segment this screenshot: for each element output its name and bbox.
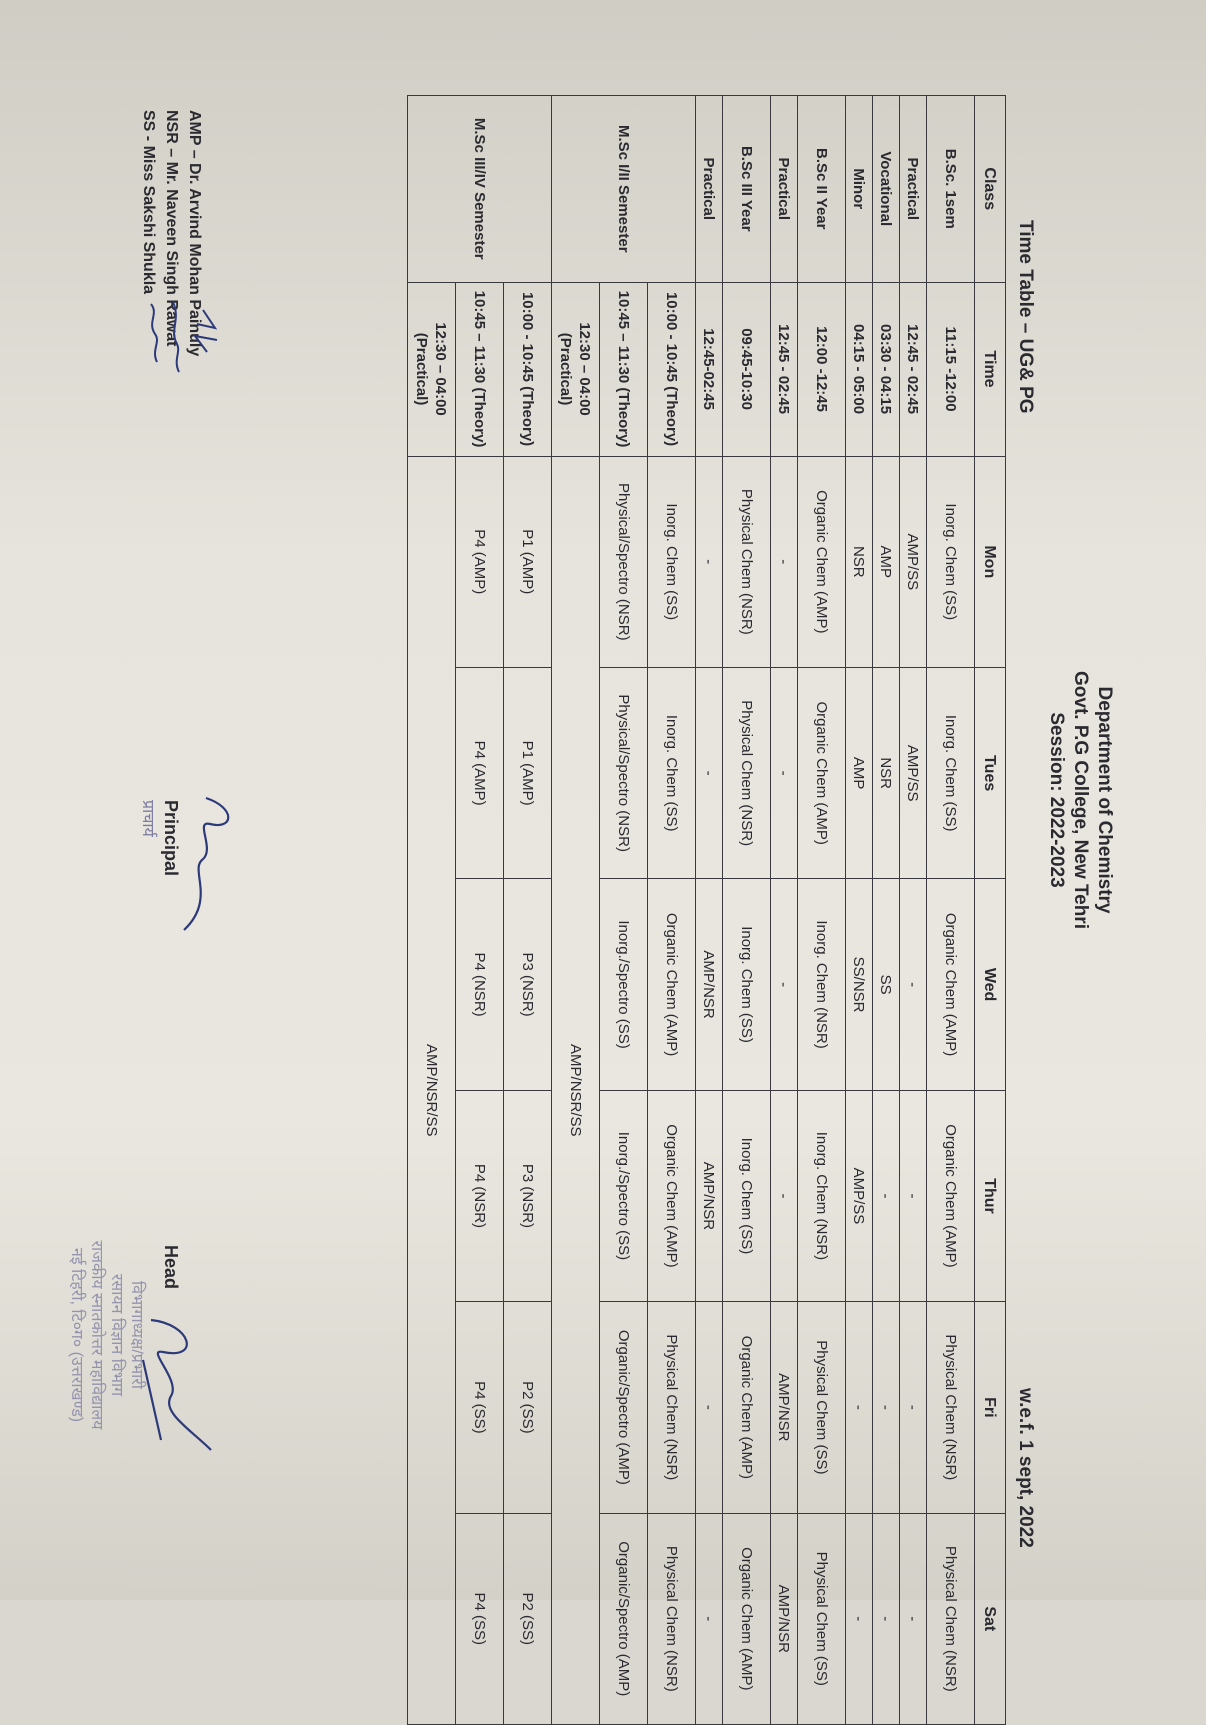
schedule-cell: - bbox=[873, 1302, 900, 1513]
table-row bbox=[873, 96, 900, 1725]
schedule-cell: Inorg. Chem (NSR) bbox=[798, 1090, 846, 1301]
column-header: Thur bbox=[975, 1090, 1006, 1301]
column-header: Wed bbox=[975, 879, 1006, 1090]
schedule-cell: P4 (SS) bbox=[456, 1513, 504, 1724]
schedule-cell: - bbox=[873, 1090, 900, 1301]
document-header bbox=[1044, 560, 1116, 1040]
class-cell: Vocational bbox=[873, 96, 900, 283]
schedule-cell: Physical Chem (NSR) bbox=[927, 1513, 975, 1724]
header-row bbox=[975, 96, 1006, 1725]
schedule-cell: NSR bbox=[846, 456, 873, 667]
schedule-cell: P1 (AMP) bbox=[504, 667, 552, 878]
schedule-cell: Physical Chem (NSR) bbox=[723, 456, 771, 667]
schedule-cell: - bbox=[873, 1513, 900, 1724]
schedule-cell: P4 (AMP) bbox=[456, 667, 504, 878]
schedule-cell: Physical/Spectro (NSR) bbox=[600, 667, 648, 878]
schedule-cell: Organic Chem (AMP) bbox=[798, 456, 846, 667]
schedule-cell: - bbox=[696, 456, 723, 667]
schedule-cell: SS bbox=[873, 879, 900, 1090]
class-cell: B.Sc. 1sem bbox=[927, 96, 975, 283]
column-header: Sat bbox=[975, 1513, 1006, 1724]
table-row bbox=[771, 96, 798, 1725]
effective-date: w.e.f. 1 sept, 2022 bbox=[1015, 1388, 1036, 1548]
time-cell: 10:45 – 11:30 (Theory) bbox=[600, 282, 648, 456]
schedule-cell: Inorg. Chem (SS) bbox=[648, 456, 696, 667]
column-header: Time bbox=[975, 282, 1006, 456]
schedule-cell: AMP/SS bbox=[900, 667, 927, 878]
schedule-cell: Physical Chem (NSR) bbox=[648, 1513, 696, 1724]
head-label: Head bbox=[161, 1245, 181, 1290]
table-row bbox=[600, 96, 648, 1725]
class-cell: Minor bbox=[846, 96, 873, 283]
schedule-cell: - bbox=[696, 1302, 723, 1513]
principal-hindi-label: प्राचार्य bbox=[139, 800, 156, 837]
schedule-cell: Organic Chem (AMP) bbox=[798, 667, 846, 878]
table-row bbox=[408, 96, 456, 1725]
time-cell: 10:00 - 10:45 (Theory) bbox=[504, 282, 552, 456]
schedule-cell: Physical/Spectro (NSR) bbox=[600, 456, 648, 667]
time-cell: 12:45 - 02:45 bbox=[900, 282, 927, 456]
session-label: Session: 2022-2023 bbox=[1046, 712, 1067, 888]
time-cell: 10:00 - 10:45 (Theory) bbox=[648, 282, 696, 456]
table-row bbox=[648, 96, 696, 1725]
schedule-cell: - bbox=[900, 1302, 927, 1513]
time-cell: 11:15 -12:00 bbox=[927, 282, 975, 456]
time-cell: 12:00 -12:45 bbox=[798, 282, 846, 456]
page-title: Time Table – UG& PG bbox=[1015, 220, 1036, 414]
schedule-cell: P4 (NSR) bbox=[456, 879, 504, 1090]
table-row bbox=[900, 96, 927, 1725]
schedule-cell: Physical Chem (NSR) bbox=[927, 1302, 975, 1513]
schedule-cell: AMP/SS bbox=[900, 456, 927, 667]
schedule-cell: Organic/Spectro (AMP) bbox=[600, 1513, 648, 1724]
schedule-cell: P4 (AMP) bbox=[456, 456, 504, 667]
department-name: Department of Chemistry bbox=[1094, 686, 1115, 914]
schedule-cell: - bbox=[771, 879, 798, 1090]
schedule-cell: Organic Chem (AMP) bbox=[927, 1090, 975, 1301]
schedule-cell: Physical Chem (SS) bbox=[798, 1302, 846, 1513]
table-row bbox=[723, 96, 771, 1725]
schedule-cell: Physical Chem (NSR) bbox=[723, 667, 771, 878]
schedule-cell: Inorg. Chem (SS) bbox=[927, 667, 975, 878]
table-row bbox=[927, 96, 975, 1725]
principal-label: Principal प्राचार्य bbox=[139, 800, 181, 877]
schedule-cell: AMP bbox=[873, 456, 900, 667]
schedule-cell: Inorg. Chem (SS) bbox=[927, 456, 975, 667]
schedule-cell: Inorg./Spectro (SS) bbox=[600, 879, 648, 1090]
table-row bbox=[552, 96, 600, 1725]
schedule-cell: - bbox=[846, 1513, 873, 1724]
schedule-cell: AMP/SS bbox=[846, 1090, 873, 1301]
schedule-cell: Inorg. Chem (SS) bbox=[648, 667, 696, 878]
schedule-cell: Inorg. Chem (SS) bbox=[723, 1090, 771, 1301]
time-cell: 12:45 - 02:45 bbox=[771, 282, 798, 456]
schedule-cell: P2 (SS) bbox=[504, 1302, 552, 1513]
column-header: Class bbox=[975, 96, 1006, 283]
class-cell: B.Sc III Year bbox=[723, 96, 771, 283]
time-cell: 12:30 – 04:00 (Practical) bbox=[408, 282, 456, 456]
timetable bbox=[407, 95, 1006, 1725]
schedule-cell: Inorg. Chem (SS) bbox=[723, 879, 771, 1090]
practical-cell: AMP/NSR/SS bbox=[552, 456, 600, 1724]
column-header: Mon bbox=[975, 456, 1006, 667]
time-cell: 09:45-10:30 bbox=[723, 282, 771, 456]
schedule-cell: P1 (AMP) bbox=[504, 456, 552, 667]
table-row bbox=[846, 96, 873, 1725]
schedule-cell: P3 (NSR) bbox=[504, 879, 552, 1090]
schedule-cell: AMP/NSR bbox=[771, 1513, 798, 1724]
schedule-cell: - bbox=[846, 1302, 873, 1513]
schedule-cell: Physical Chem (SS) bbox=[798, 1513, 846, 1724]
schedule-cell: - bbox=[900, 1513, 927, 1724]
schedule-cell: - bbox=[900, 1090, 927, 1301]
legend-item: AMP – Dr. Arvind Mohan Painuly bbox=[186, 110, 203, 357]
schedule-cell: - bbox=[771, 1090, 798, 1301]
schedule-cell: Organic/Spectro (AMP) bbox=[600, 1302, 648, 1513]
schedule-cell: - bbox=[771, 667, 798, 878]
legend-item: NSR – Mr. Naveen Singh Rawat bbox=[163, 110, 180, 347]
schedule-cell: AMP/NSR bbox=[696, 1090, 723, 1301]
schedule-cell: P2 (SS) bbox=[504, 1513, 552, 1724]
class-cell: B.Sc II Year bbox=[798, 96, 846, 283]
schedule-cell: Organic Chem (AMP) bbox=[648, 1090, 696, 1301]
schedule-cell: Inorg. Chem (NSR) bbox=[798, 879, 846, 1090]
schedule-cell: - bbox=[900, 879, 927, 1090]
schedule-cell: - bbox=[771, 456, 798, 667]
schedule-cell: - bbox=[696, 667, 723, 878]
practical-cell: AMP/NSR/SS bbox=[408, 456, 456, 1724]
legend-item: SS - Miss Sakshi Shukla bbox=[140, 110, 157, 295]
class-cell: Practical bbox=[771, 96, 798, 283]
college-name: Govt. P.G College, New Tehri bbox=[1070, 671, 1091, 929]
schedule-cell: P4 (NSR) bbox=[456, 1090, 504, 1301]
class-cell: M.Sc I/II Semester bbox=[552, 96, 696, 283]
table-row bbox=[798, 96, 846, 1725]
schedule-cell: Organic Chem (AMP) bbox=[723, 1302, 771, 1513]
class-cell: Practical bbox=[900, 96, 927, 283]
time-cell: 12:45-02:45 bbox=[696, 282, 723, 456]
column-header: Fri bbox=[975, 1302, 1006, 1513]
schedule-cell: Physical Chem (NSR) bbox=[648, 1302, 696, 1513]
schedule-cell: P4 (SS) bbox=[456, 1302, 504, 1513]
table-row bbox=[696, 96, 723, 1725]
table-row bbox=[456, 96, 504, 1725]
faculty-signatures bbox=[141, 300, 221, 420]
class-cell: Practical bbox=[696, 96, 723, 283]
principal-signature bbox=[176, 790, 246, 940]
column-header: Tues bbox=[975, 667, 1006, 878]
schedule-cell: Organic Chem (AMP) bbox=[927, 879, 975, 1090]
schedule-cell: Organic Chem (AMP) bbox=[723, 1513, 771, 1724]
schedule-cell: SS/NSR bbox=[846, 879, 873, 1090]
time-cell: 12:30 – 04:00 (Practical) bbox=[552, 282, 600, 456]
schedule-cell: Organic Chem (AMP) bbox=[648, 879, 696, 1090]
schedule-cell: P3 (NSR) bbox=[504, 1090, 552, 1301]
schedule-cell: AMP/NSR bbox=[696, 879, 723, 1090]
time-cell: 03:30 - 04:15 bbox=[873, 282, 900, 456]
schedule-cell: AMP/NSR bbox=[771, 1302, 798, 1513]
time-cell: 04:15 - 05:00 bbox=[846, 282, 873, 456]
schedule-cell: NSR bbox=[873, 667, 900, 878]
schedule-cell: Inorg./Spectro (SS) bbox=[600, 1090, 648, 1301]
schedule-cell: AMP bbox=[846, 667, 873, 878]
schedule-cell: - bbox=[696, 1513, 723, 1724]
department-seal: विभागाध्यक्ष/प्रभारी रसायन विज्ञान विभाग राजकीय स्नातकोत्तर महाविद्यालय नई टिहरी, टि०ग० (उत्तराखण्ड) bbox=[68, 1240, 145, 1430]
time-cell: 10:45 – 11:30 (Theory) bbox=[456, 282, 504, 456]
class-cell: M.Sc III/IV Semester bbox=[408, 96, 552, 283]
table-row bbox=[504, 96, 552, 1725]
